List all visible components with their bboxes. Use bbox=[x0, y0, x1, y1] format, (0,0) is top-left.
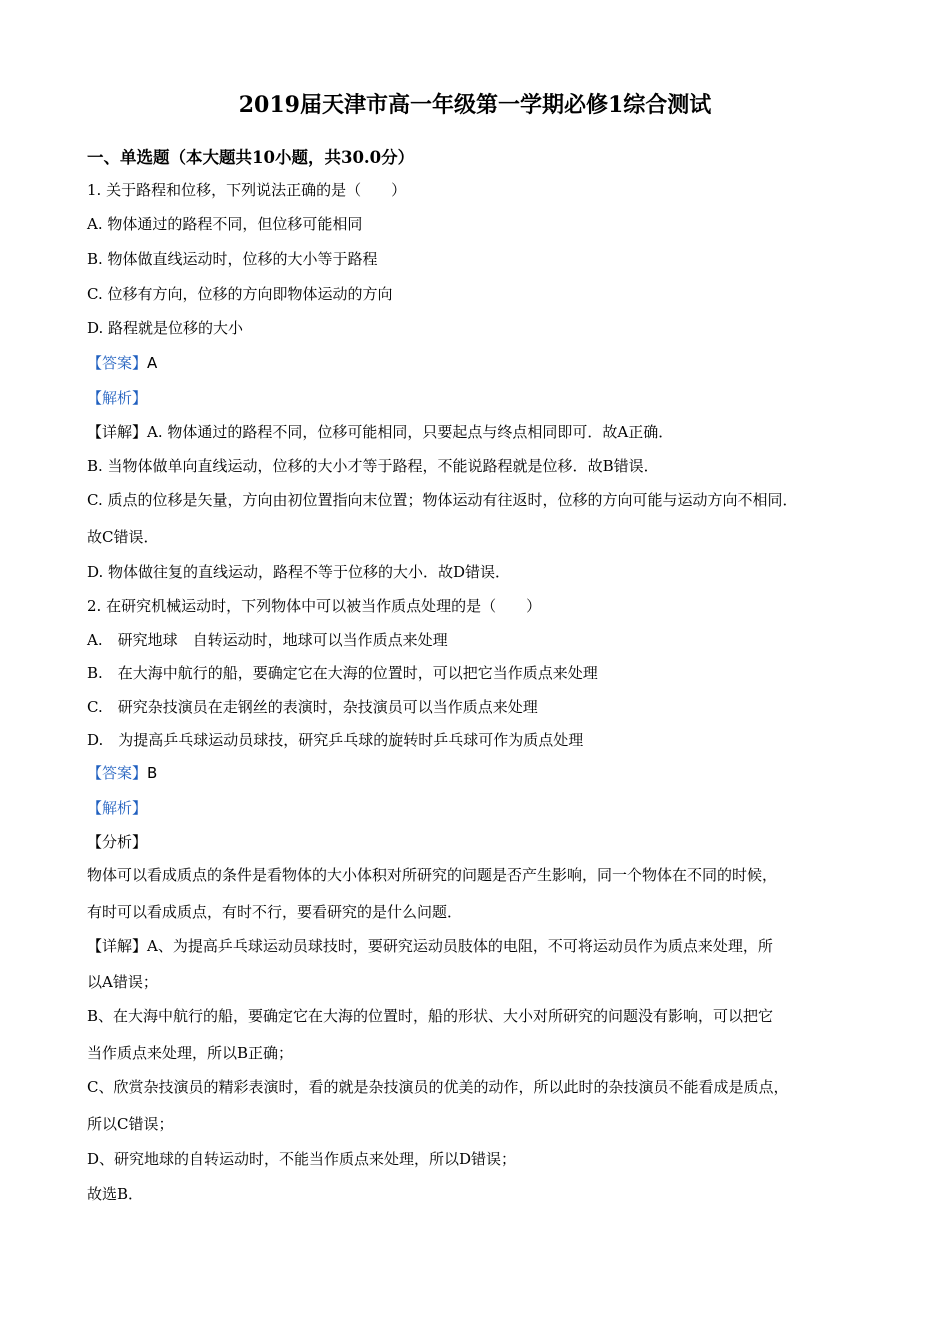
question-2-fenxi-line: 物体可以看成质点的条件是看物体的大小体积对所研究的问题是否产生影响，同一个物体在不同的时候， bbox=[87, 866, 778, 884]
question-2-detail-line: 以A错误； bbox=[87, 973, 158, 991]
question-2-detail-line: 所以C错误； bbox=[87, 1115, 174, 1133]
question-1-detail-line: D. 物体做往复的直线运动，路程不等于位移的大小．故D错误． bbox=[87, 563, 511, 581]
question-1-detail-line: C. 质点的位移是矢量，方向由初位置指向末位置；物体运动有往返时，位移的方向可能与运动方向不相同． bbox=[87, 491, 798, 509]
question-2-detail-line: 当作质点来处理，所以B正确； bbox=[87, 1044, 294, 1062]
question-2-fenxi-line: 有时可以看成质点，有时不行，要看研究的是什么问题． bbox=[87, 903, 463, 921]
question-2-detail-line: 故选B． bbox=[87, 1185, 144, 1203]
question-1-option-c: C. 位移有方向，位移的方向即物体运动的方向 bbox=[87, 285, 393, 303]
section-heading: 一、单选题（本大题共10小题，共30.0分） bbox=[87, 148, 415, 167]
question-2-answer-row bbox=[87, 763, 157, 783]
question-2-detail-line: B、在大海中航行的船，要确定它在大海的位置时，船的形状、大小对所研究的问题没有影响，可以把它 bbox=[87, 1007, 774, 1025]
fenxi-tag: 【分析】 bbox=[87, 833, 148, 851]
question-2-detail-line: D、研究地球的自转运动时，不能当作质点来处理，所以D错误； bbox=[87, 1150, 517, 1168]
answer-tag: 【答案】 bbox=[87, 764, 148, 782]
analysis-tag: 【解析】 bbox=[87, 799, 148, 817]
question-1-option-b: B. 物体做直线运动时，位移的大小等于路程 bbox=[87, 250, 378, 268]
question-2-detail-line: 【详解】A、为提高乒乓球运动员球技时，要研究运动员肢体的电阻，不可将运动员作为质点来处理，所 bbox=[87, 937, 773, 955]
question-1-stem: 1. 关于路程和位移，下列说法正确的是（ ） bbox=[87, 181, 407, 199]
answer-value: B bbox=[147, 764, 158, 782]
question-1-detail-line: B. 当物体做单向直线运动，位移的大小才等于路程，不能说路程就是位移．故B错误． bbox=[87, 457, 659, 475]
question-1-detail-line: 故C错误． bbox=[87, 528, 159, 546]
question-2-detail-line: C、欣赏杂技演员的精彩表演时，看的就是杂技演员的优美的动作，所以此时的杂技演员不能看成是质点， bbox=[87, 1078, 789, 1096]
question-1-option-d: D. 路程就是位移的大小 bbox=[87, 319, 244, 337]
question-2-option-b: B. 在大海中航行的船，要确定它在大海的位置时，可以把它当作质点来处理 bbox=[87, 664, 598, 682]
answer-value: A bbox=[147, 354, 158, 372]
page-title: 2019届天津市高一年级第一学期必修1综合测试 bbox=[238, 92, 712, 118]
question-1-detail-line: 【详解】A. 物体通过的路程不同，位移可能相同，只要起点与终点相同即可．故A正确． bbox=[87, 423, 674, 441]
analysis-tag: 【解析】 bbox=[87, 389, 148, 407]
question-2-option-d: D. 为提高乒乓球运动员球技，研究乒乓球的旋转时乒乓球可作为质点处理 bbox=[87, 731, 584, 749]
question-2-option-a: A. 研究地球 自转运动时，地球可以当作质点来处理 bbox=[87, 631, 448, 649]
question-1-option-a: A. 物体通过的路程不同，但位移可能相同 bbox=[87, 215, 363, 233]
question-2-stem: 2. 在研究机械运动时，下列物体中可以被当作质点处理的是（ ） bbox=[87, 597, 542, 615]
answer-tag: 【答案】 bbox=[87, 354, 148, 372]
question-1-answer-row bbox=[87, 353, 157, 373]
question-2-option-c: C. 研究杂技演员在走钢丝的表演时，杂技演员可以当作质点来处理 bbox=[87, 698, 538, 716]
